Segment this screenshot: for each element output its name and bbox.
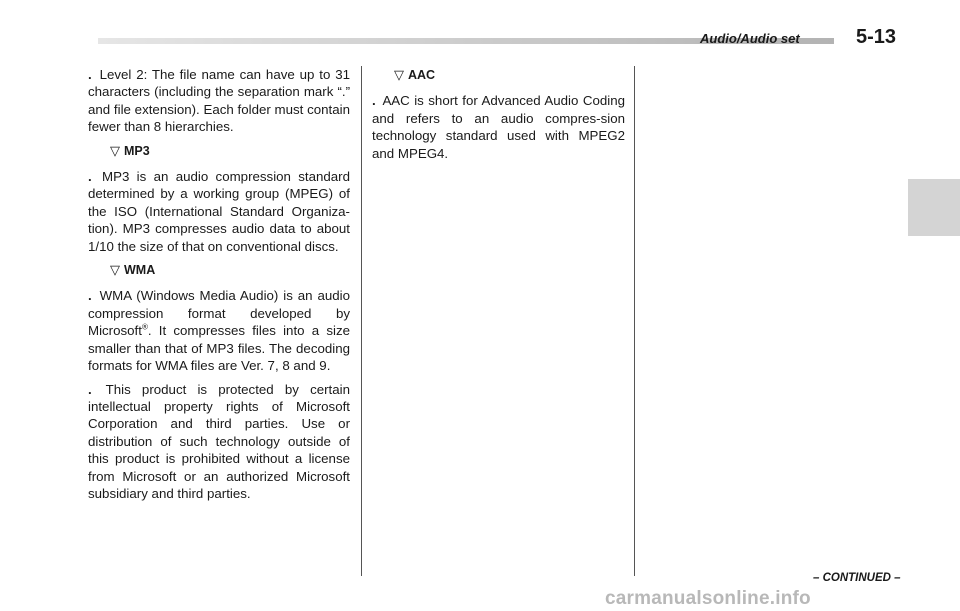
aac-heading: ▽ AAC bbox=[394, 67, 436, 82]
page-number: 5-13 bbox=[856, 26, 897, 48]
mp3-heading: ▽ MP3 bbox=[110, 142, 150, 158]
section-title: Audio/Audio set bbox=[700, 31, 800, 46]
column-divider-left bbox=[361, 66, 362, 576]
continued-label: – CONTINUED – bbox=[813, 572, 901, 584]
middle-column bbox=[372, 66, 625, 168]
column-divider-right bbox=[634, 66, 635, 576]
watermark: carmanualsonline.info bbox=[605, 588, 811, 609]
bullet-icon: . bbox=[372, 93, 376, 109]
wma-heading: ▽ WMA bbox=[110, 262, 156, 278]
bullet-icon: . bbox=[88, 67, 92, 82]
registered-mark: ® bbox=[141, 322, 148, 332]
mp3-paragraph: . MP3 is an audio compression standard determined by a working group (MPEG) of the ISO (International Standard Organiza-tion). MP3 compresses audio data to about 1/10 the size of that on conventional discs. bbox=[88, 169, 350, 254]
left-column bbox=[88, 66, 350, 508]
triangle-down-icon: ▽ bbox=[110, 142, 120, 158]
triangle-down-icon: ▽ bbox=[394, 67, 404, 82]
triangle-down-icon: ▽ bbox=[110, 262, 120, 278]
bullet-icon: . bbox=[88, 381, 92, 397]
level2-paragraph: . Level 2: The file name can have up to 31 characters (including the separation mark “.” and file extension). Each folder must contain fewer than 8 hierarchies. bbox=[88, 67, 350, 135]
license-paragraph: . This product is protected by certain intellectual property rights of Microsoft Corporation and third parties. Use or distribution of such technology outside of this product is prohibited without a license from Microsoft or an authorized Microsoft subsidiary and third parties. bbox=[88, 381, 350, 501]
bullet-icon: . bbox=[88, 288, 92, 304]
wma-paragraph: . WMA (Windows Media Audio) is an audio compression format developed by Microsoft®. It compresses files into a size smaller than that of MP3 files. The decoding formats for WMA files are Ver. 7, 8 and 9. bbox=[88, 288, 350, 374]
chapter-tab bbox=[908, 179, 960, 236]
bullet-icon: . bbox=[88, 169, 92, 185]
aac-paragraph: . AAC is short for Advanced Audio Coding and refers to an audio compres-sion technology standard used with MPEG2 and MPEG4. bbox=[372, 93, 625, 161]
